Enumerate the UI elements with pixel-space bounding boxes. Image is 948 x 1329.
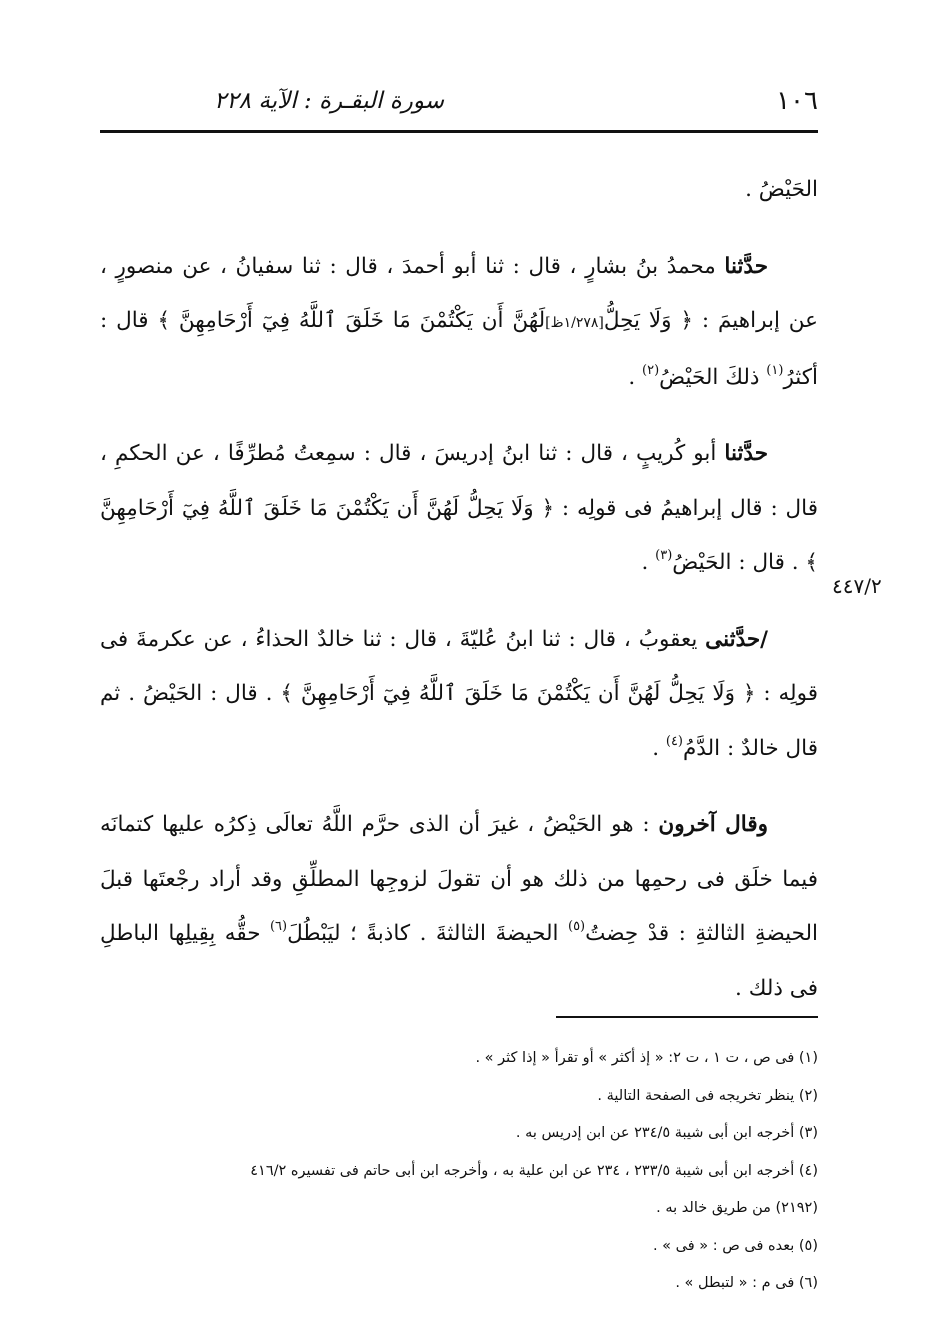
paragraph-4-text-2: . [652, 735, 666, 761]
paragraph-3-text-1: أبو كُريبٍ ، قال : ثنا ابنُ إدريسَ ، قال : سمِعتُ مُطرِّفًا ، عن الحكمِ ، قال : قال إبراهيمُ فى قولِه : ﴿ وَلَا يَحِلُّ لَهُنَّ أَن يَكْتُمْنَ مَا خَلَقَ ٱللَّهُ فِيٓ أَرْحَامِهِنَّ ﴾ . قال : الحَيْضُ [100, 441, 818, 575]
paragraph-3-lead: حدَّثنا [724, 441, 768, 466]
paragraph-4 [100, 613, 818, 777]
header-rule [100, 130, 818, 133]
main-text [100, 163, 818, 1016]
footnote-6: (٦) فى م : « لتبطل » . [675, 1275, 818, 1291]
paragraph-1 [100, 163, 818, 218]
paragraph-2 [100, 240, 818, 406]
footnote-marker-6: (٦) [269, 919, 288, 934]
manuscript-folio-ref: [١/٢٧٨ظ] [545, 315, 604, 331]
footnote-marker-4: (٤) [665, 733, 683, 749]
margin-reference: ٤٤٧/٢ [832, 574, 882, 598]
footnote-3: (٣) أخرجه ابن أبى شيبة ٢٣٤/٥ عن ابن إدريس به . [515, 1125, 818, 1141]
paragraph-3 [100, 427, 818, 591]
footnote-4: (٤) أخرجه ابن أبى شيبة ٢٣٣/٥ ، ٢٣٤ عن ابن علية به ، وأخرجه ابن أبى حاتم فى تفسيره ٤١٦/٢ [250, 1162, 818, 1179]
paragraph-4-lead: /حدَّثنى [705, 626, 768, 652]
paragraph-2-text-2: لَهُنَّ أَن يَكْتُمْنَ مَا خَلَقَ ٱللَّهُ فِيٓ أَرْحَامِهِنَّ ﴾ قال : أكثرُ [100, 308, 818, 390]
footnote-marker-1: (١) [766, 362, 784, 378]
page-header [100, 86, 818, 120]
footnotes [100, 1040, 818, 1303]
paragraph-5-text-2: الحيضةَ الثالثةَ . كاذبةً ؛ ليَبْطُلَ [287, 921, 568, 946]
footnote-marker-5: (٥) [567, 919, 586, 934]
page-number: ١٠٦ [776, 86, 818, 116]
paragraph-5-text-3: حقُّه بِقِيلِها الباطلِ فى ذلك . [100, 921, 818, 1001]
footnote-2: (٢) ينظر تخريجه فى الصفحة التالية . [597, 1087, 818, 1104]
paragraph-2-text-3: ذلكَ الحَيْضُ [659, 364, 767, 390]
paragraph-3-text-2: . [641, 550, 656, 575]
paragraph-2-text-4: . [628, 364, 642, 390]
footnote-4-continued: (٢١٩٢) من طريق خالد به . [656, 1200, 818, 1216]
paragraph-2-text-1: محمدُ بنُ بشارٍ ، قال : ثنا أبو أحمدَ ، قال : ثنا سفيانُ ، عن منصورٍ ، عن إبراهيمَ : ﴿ وَلَا يَحِلُّ [100, 253, 818, 333]
footnote-marker-3: (٣) [655, 548, 673, 563]
footnote-5: (٥) بعده فى ص : « فى » . [652, 1237, 818, 1254]
running-title: سورة البقـرة : الآية ٢٢٨ [213, 88, 445, 114]
footnote-1: (١) فى ص ، ت ١ ، ت ٢: « إذ أكثر » أو تقرأ « إذا كثر » . [475, 1050, 818, 1066]
paragraph-5 [100, 798, 818, 1016]
paragraph-1-text: الحَيْضُ . [745, 177, 818, 202]
footnote-separator [556, 1016, 818, 1018]
paragraph-2-lead: حدَّثنا [724, 253, 768, 279]
footnote-marker-2: (٢) [642, 362, 660, 378]
paragraph-4-text-1: يعقوبُ ، قال : ثنا ابنُ عُليّةَ ، قال : ثنا خالدٌ الحذاءُ ، عن عكرمةَ فى قولِه : ﴿ وَلَا يَحِلُّ لَهُنَّ أَن يَكْتُمْنَ مَا خَلَقَ ٱللَّهُ فِيٓ أَرْحَامِهِنَّ ﴾ . قال : الحَيْضُ . ثم قال خالدٌ : الدَّمُ [100, 626, 818, 761]
paragraph-5-lead: وقال آخرون [658, 812, 768, 837]
paragraph-5-text-1: : هو الحَيْضُ ، غيرَ أن الذى حرَّم اللَّهُ تعالَى ذِكرُه عليها كتمانَه فيما خلَق فى رحمِها من ذلك هو أن تقولَ لزوجِها المطلِّقِ وقد أراد رجْعتَها قبلَ الحيضةِ الثالثةِ : قدْ حِضتُ [100, 812, 818, 946]
